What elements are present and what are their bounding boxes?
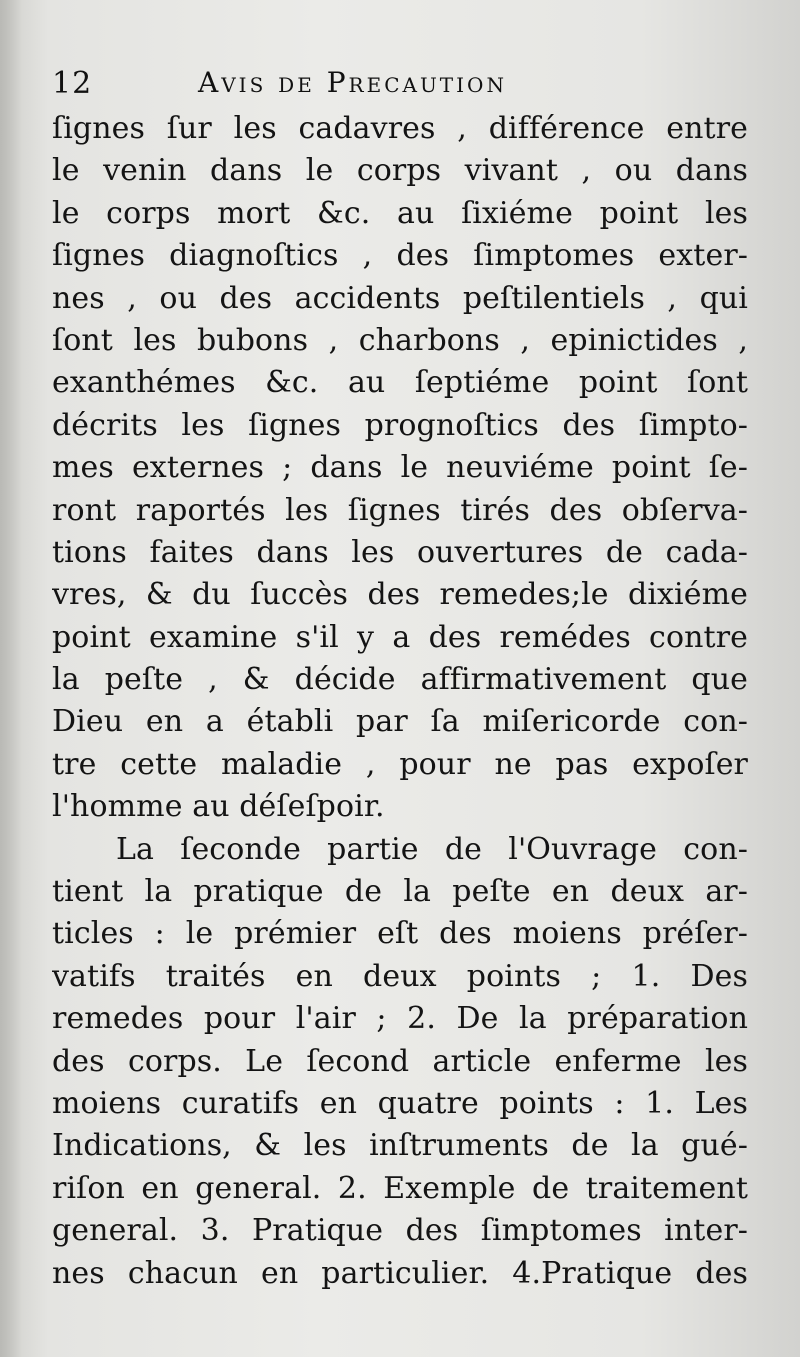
- paragraph-2: [52, 829, 748, 1295]
- text-line: ront raportés les ſignes tirés des obſerva-: [52, 492, 748, 528]
- text-line: la peſte , & décide affirmativement que: [52, 662, 748, 698]
- text-line: exanthémes &c. au ſeptiéme point ſont: [52, 365, 748, 401]
- text-line: ticles : le prémier eſt des moiens préſer-: [52, 916, 748, 952]
- text-line: décrits les ſignes prognoſtics des ſimpto-: [52, 407, 748, 443]
- text-line: tions faites dans les ouvertures de cada-: [52, 534, 748, 570]
- gutter-shadow: [0, 0, 22, 1357]
- text-line: ſont les bubons , charbons , epinictides ,: [52, 322, 748, 358]
- text-line: remedes pour l'air ; 2. De la préparation: [52, 1001, 748, 1037]
- text-line: le venin dans le corps vivant , ou dans: [52, 153, 748, 189]
- paragraph-1: [52, 108, 748, 829]
- text-line: tient la pratique de la peſte en deux ar-: [52, 874, 748, 910]
- text-line: mes externes ; dans le neuviéme point ſe-: [52, 450, 748, 486]
- body-text: [52, 108, 748, 1295]
- text-line: le corps mort &c. au ſixiéme point les: [52, 195, 748, 231]
- text-line: moiens curatifs en quatre points : 1. Les: [52, 1085, 748, 1121]
- text-line: Dieu en a établi par ſa miſericorde con-: [52, 704, 748, 740]
- text-line: vres, & du ſuccès des remedes;le dixiéme: [52, 577, 748, 613]
- text-line: nes , ou des accidents peſtilentiels , qui: [52, 280, 748, 316]
- text-line: ſignes ſur les cadavres , différence entre: [52, 111, 748, 146]
- text-line: l'homme au déſeſpoir.: [52, 789, 385, 825]
- text-line: riſon en general. 2. Exemple de traitement: [52, 1170, 748, 1206]
- text-line: vatifs traités en deux points ; 1. Des: [52, 958, 748, 994]
- page-header: [48, 56, 748, 106]
- text-line: Indications, & les inſtruments de la gué-: [52, 1128, 748, 1164]
- text-line: general. 3. Pratique des ſimptomes inter-: [52, 1213, 748, 1249]
- text-line: nes chacun en particulier. 4.Pratique des: [52, 1255, 748, 1291]
- text-line: La ſeconde partie de l'Ouvrage con-: [116, 831, 748, 867]
- running-title: Avis de Precaution: [198, 66, 507, 99]
- text-line: des corps. Le ſecond article enferme les: [52, 1043, 748, 1079]
- text-line: tre cette maladie , pour ne pas expoſer: [52, 746, 748, 782]
- text-line: point examine s'il y a des remédes contre: [52, 619, 748, 655]
- text-line: ſignes diagnoſtics , des ſimptomes exter-: [52, 238, 748, 274]
- page-number: 12: [52, 66, 93, 101]
